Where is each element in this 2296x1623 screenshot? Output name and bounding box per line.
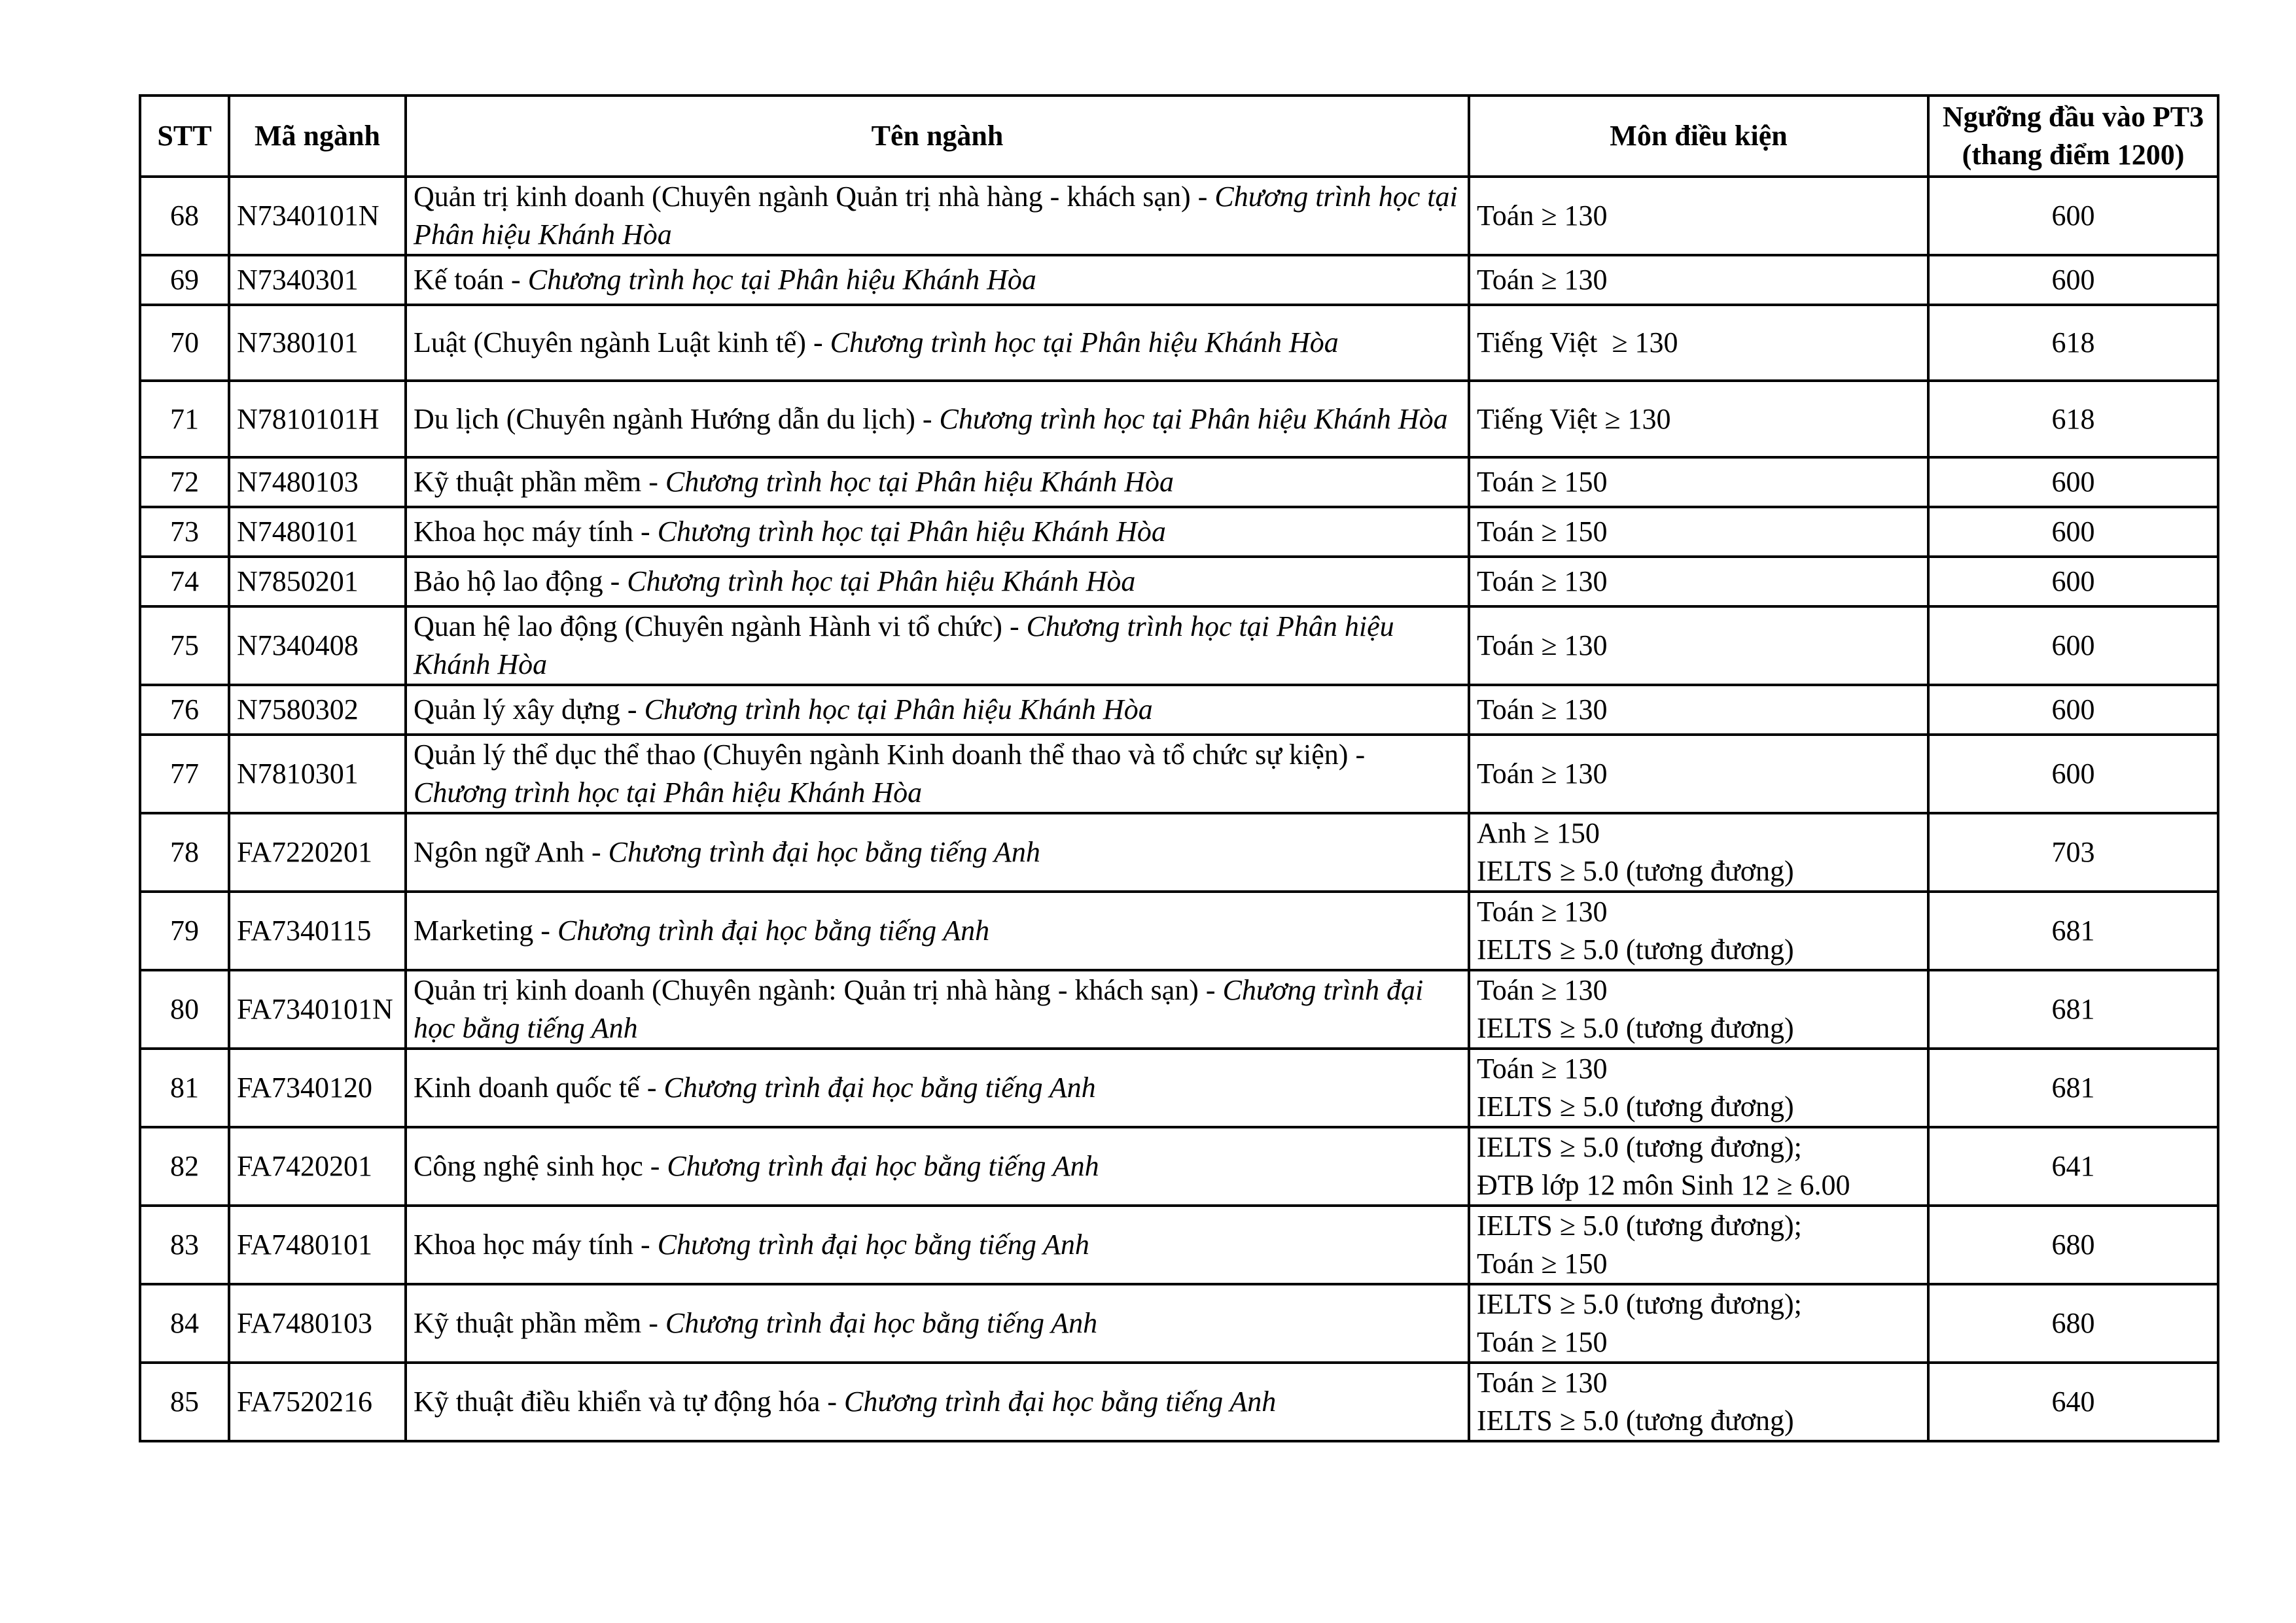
cell-threshold: 600 [1928,507,2218,557]
cell-name [406,507,1469,557]
table-row [140,970,2218,1049]
table-row [140,305,2218,381]
cell-threshold: 680 [1928,1206,2218,1284]
cell-stt: 71 [140,381,229,457]
cell-condition [1469,1206,1928,1284]
cell-stt: 78 [140,813,229,892]
condition-line: Tiếng Việt ≥ 130 [1477,326,1678,358]
cell-condition [1469,1363,1928,1441]
major-name: Du lịch (Chuyên ngành Hướng dẫn du lịch) - [414,402,940,435]
major-name: Khoa học máy tính - [414,515,658,548]
table-row [140,606,2218,685]
major-name: Ngôn ngữ Anh - [414,836,609,868]
condition-line: IELTS ≥ 5.0 (tương đương) [1477,855,1794,887]
condition-line: Toán ≥ 130 [1477,896,1608,928]
header-condition: Môn điều kiện [1469,96,1928,177]
cell-threshold: 600 [1928,606,2218,685]
major-name: Bảo hộ lao động - [414,565,627,597]
program-note: Chương trình đại học bằng tiếng Anh [657,1229,1089,1261]
condition-line: Toán ≥ 130 [1477,200,1608,232]
cell-threshold: 618 [1928,305,2218,381]
program-note: Chương trình học tại Phân hiệu Khánh Hòa [627,565,1136,597]
cell-condition [1469,735,1928,813]
program-note: Chương trình học tại Phân hiệu Khánh Hòa [414,777,923,809]
major-name: Luật (Chuyên ngành Luật kinh tế) - [414,326,830,358]
header-threshold [1928,96,2218,177]
cell-name [406,1206,1469,1284]
cell-code: FA7480101 [229,1206,406,1284]
cell-name [406,255,1469,305]
cell-stt: 85 [140,1363,229,1441]
cell-stt: 77 [140,735,229,813]
header-threshold-line1: Ngưỡng đầu vào PT3 [1942,101,2204,133]
program-note: Chương trình học tại Phân hiệu Khánh Hòa [644,693,1153,725]
cell-name [406,735,1469,813]
cell-code: N7810101H [229,381,406,457]
cell-name [406,381,1469,457]
cell-code: N7480101 [229,507,406,557]
cell-code: N7380101 [229,305,406,381]
cell-condition [1469,685,1928,735]
table-row [140,457,2218,507]
cell-name [406,305,1469,381]
cell-stt: 84 [140,1284,229,1363]
cell-threshold: 600 [1928,557,2218,606]
cell-stt: 68 [140,177,229,255]
cell-code: FA7480103 [229,1284,406,1363]
header-code: Mã ngành [229,96,406,177]
major-name: Quản trị kinh doanh (Chuyên ngành Quản trị nhà hàng - khách sạn) - [414,181,1215,213]
program-note: Chương trình đại học bằng tiếng Anh [663,1072,1096,1104]
major-name: Khoa học máy tính - [414,1229,658,1261]
condition-line: IELTS ≥ 5.0 (tương đương); [1477,1210,1802,1242]
table-row [140,685,2218,735]
table-row [140,1363,2218,1441]
condition-line: IELTS ≥ 5.0 (tương đương); [1477,1288,1802,1320]
condition-line: IELTS ≥ 5.0 (tương đương) [1477,934,1794,966]
cell-name [406,813,1469,892]
cell-code: N7340101N [229,177,406,255]
cell-threshold: 618 [1928,381,2218,457]
table-row [140,1127,2218,1206]
cell-stt: 80 [140,970,229,1049]
cell-condition [1469,255,1928,305]
cell-condition [1469,557,1928,606]
cell-name [406,685,1469,735]
cell-threshold: 600 [1928,735,2218,813]
cell-name [406,557,1469,606]
admission-threshold-table [139,94,2219,1442]
major-name: Kỹ thuật phần mềm - [414,1307,665,1339]
condition-line: Toán ≥ 130 [1477,629,1608,661]
program-note: Chương trình học tại Phân hiệu Khánh Hòa [939,402,1448,435]
table-row [140,735,2218,813]
cell-name [406,1127,1469,1206]
program-note: Chương trình học tại Phân hiệu Khánh Hòa [527,264,1036,296]
condition-line: Toán ≥ 130 [1477,693,1608,725]
cell-stt: 75 [140,606,229,685]
cell-condition [1469,177,1928,255]
cell-name [406,1363,1469,1441]
major-name: Kỹ thuật điều khiển và tự động hóa - [414,1386,845,1418]
major-name: Công nghệ sinh học - [414,1150,667,1182]
cell-code: FA7340115 [229,892,406,970]
cell-stt: 81 [140,1049,229,1127]
cell-condition [1469,305,1928,381]
cell-stt: 83 [140,1206,229,1284]
cell-stt: 76 [140,685,229,735]
program-note: Chương trình đại học bằng tiếng Anh [665,1307,1098,1339]
program-note: Chương trình đại học bằng tiếng Anh [557,915,990,947]
cell-stt: 79 [140,892,229,970]
program-note: Chương trình học tại Phân hiệu Khánh Hòa [665,466,1174,498]
cell-stt: 70 [140,305,229,381]
cell-code: FA7420201 [229,1127,406,1206]
cell-threshold: 680 [1928,1284,2218,1363]
cell-name [406,177,1469,255]
table-row [140,892,2218,970]
cell-name [406,892,1469,970]
cell-threshold: 681 [1928,892,2218,970]
table-row [140,381,2218,457]
cell-condition [1469,1127,1928,1206]
cell-threshold: 600 [1928,177,2218,255]
cell-condition [1469,606,1928,685]
table-row [140,177,2218,255]
condition-line: Tiếng Việt ≥ 130 [1477,402,1671,435]
condition-line: IELTS ≥ 5.0 (tương đương) [1477,1012,1794,1044]
cell-name [406,606,1469,685]
condition-line: Toán ≥ 150 [1477,1326,1608,1358]
cell-threshold: 681 [1928,970,2218,1049]
major-name: Quản lý thể dục thể thao (Chuyên ngành Kinh doanh thể thao và tổ chức sự kiện) - [414,739,1366,771]
condition-line: Anh ≥ 150 [1477,817,1600,849]
program-note: Chương trình học tại Phân hiệu Khánh Hòa [414,610,1394,680]
cell-stt: 73 [140,507,229,557]
cell-name [406,1284,1469,1363]
cell-stt: 82 [140,1127,229,1206]
program-note: Chương trình đại học bằng tiếng Anh [844,1386,1277,1418]
cell-code: FA7340101N [229,970,406,1049]
major-name: Quan hệ lao động (Chuyên ngành Hành vi tổ chức) - [414,610,1027,642]
condition-line: ĐTB lớp 12 môn Sinh 12 ≥ 6.00 [1477,1169,1850,1201]
program-note: Chương trình học tại Phân hiệu Khánh Hòa [830,326,1339,358]
program-note: Chương trình đại học bằng tiếng Anh [608,836,1040,868]
program-note: Chương trình đại học bằng tiếng Anh [667,1150,1099,1182]
condition-line: IELTS ≥ 5.0 (tương đương) [1477,1405,1794,1437]
cell-condition [1469,1284,1928,1363]
cell-stt: 69 [140,255,229,305]
table-row [140,1206,2218,1284]
header-name: Tên ngành [406,96,1469,177]
header-stt: STT [140,96,229,177]
cell-code: N7480103 [229,457,406,507]
cell-code: FA7340120 [229,1049,406,1127]
cell-threshold: 600 [1928,457,2218,507]
cell-threshold: 681 [1928,1049,2218,1127]
program-note: Chương trình học tại Phân hiệu Khánh Hòa [657,515,1166,548]
cell-condition [1469,970,1928,1049]
cell-condition [1469,1049,1928,1127]
table-row [140,813,2218,892]
cell-code: N7850201 [229,557,406,606]
cell-threshold: 703 [1928,813,2218,892]
table-row [140,507,2218,557]
cell-code: N7580302 [229,685,406,735]
condition-line: IELTS ≥ 5.0 (tương đương); [1477,1131,1802,1163]
major-name: Quản lý xây dựng - [414,693,645,725]
condition-line: Toán ≥ 150 [1477,1248,1608,1280]
condition-line: Toán ≥ 130 [1477,565,1608,597]
major-name: Kinh doanh quốc tế - [414,1072,664,1104]
condition-line: Toán ≥ 130 [1477,1367,1608,1399]
cell-threshold: 600 [1928,685,2218,735]
cell-condition [1469,507,1928,557]
cell-name [406,457,1469,507]
cell-condition [1469,457,1928,507]
cell-condition [1469,813,1928,892]
cell-name [406,970,1469,1049]
condition-line: Toán ≥ 130 [1477,1053,1608,1085]
cell-code: FA7220201 [229,813,406,892]
program-note: Chương trình đại học bằng tiếng Anh [414,974,1424,1044]
cell-code: FA7520216 [229,1363,406,1441]
table-row [140,255,2218,305]
header-row [140,96,2218,177]
condition-line: Toán ≥ 130 [1477,974,1608,1006]
cell-code: N7340408 [229,606,406,685]
cell-code: N7810301 [229,735,406,813]
table-row [140,1284,2218,1363]
cell-condition [1469,892,1928,970]
cell-threshold: 600 [1928,255,2218,305]
condition-line: Toán ≥ 150 [1477,515,1608,548]
cell-code: N7340301 [229,255,406,305]
cell-condition [1469,381,1928,457]
table-row [140,557,2218,606]
cell-name [406,1049,1469,1127]
major-name: Quản trị kinh doanh (Chuyên ngành: Quản trị nhà hàng - khách sạn) - [414,974,1223,1006]
major-name: Marketing - [414,915,557,947]
table-row [140,1049,2218,1127]
condition-line: IELTS ≥ 5.0 (tương đương) [1477,1091,1794,1123]
condition-line: Toán ≥ 130 [1477,264,1608,296]
program-note: Chương trình học tại Phân hiệu Khánh Hòa [414,181,1458,251]
major-name: Kế toán - [414,264,528,296]
cell-threshold: 641 [1928,1127,2218,1206]
cell-stt: 72 [140,457,229,507]
cell-stt: 74 [140,557,229,606]
cell-threshold: 640 [1928,1363,2218,1441]
major-name: Kỹ thuật phần mềm - [414,466,665,498]
header-threshold-line2: (thang điểm 1200) [1962,139,2185,171]
condition-line: Toán ≥ 130 [1477,758,1608,790]
condition-line: Toán ≥ 150 [1477,466,1608,498]
